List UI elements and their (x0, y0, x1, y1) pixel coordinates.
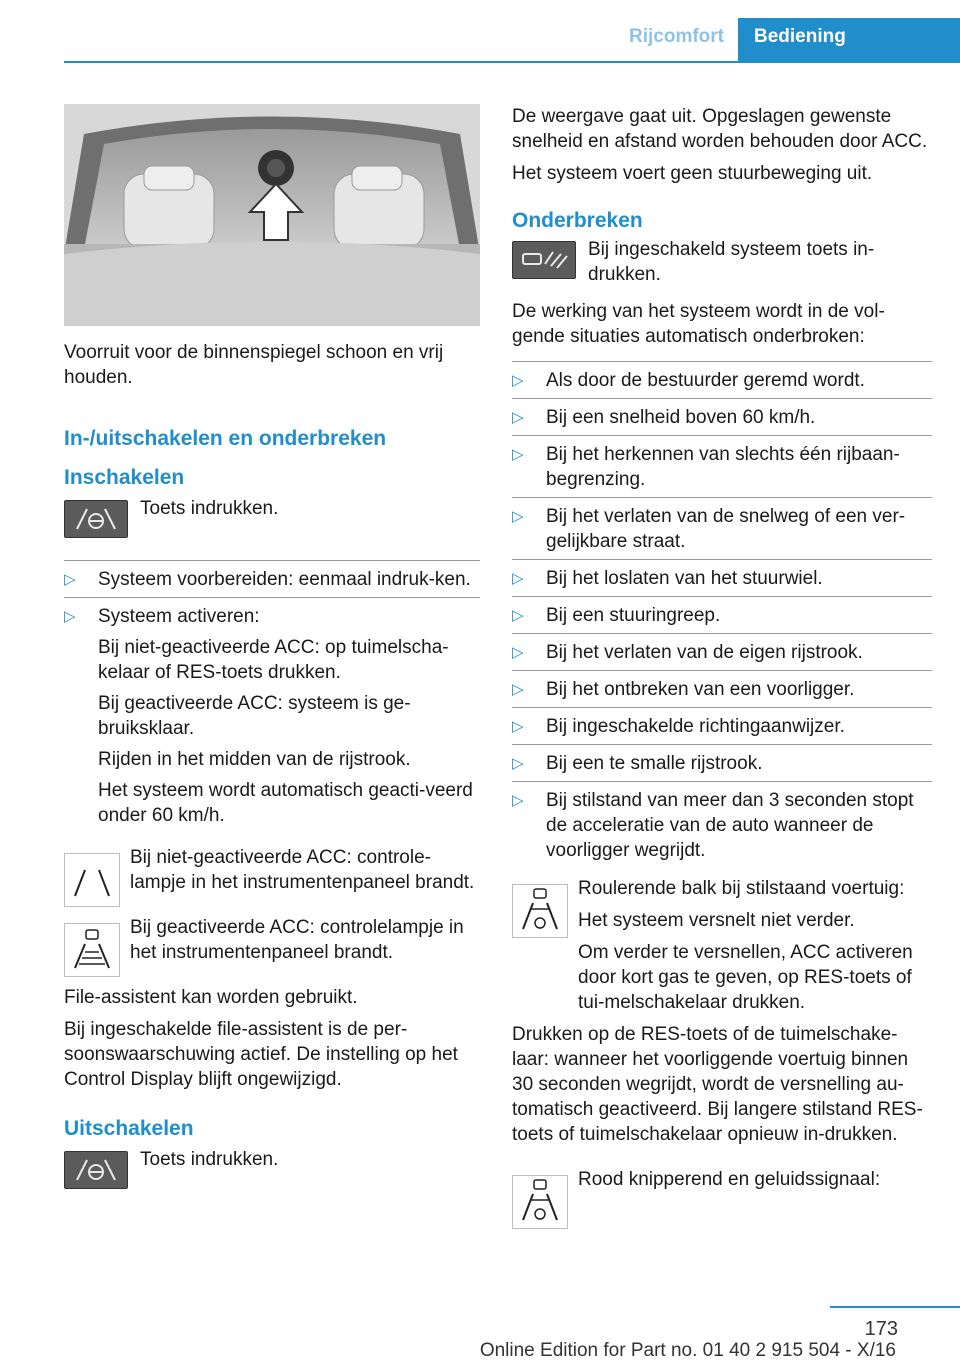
red-flash-row (512, 1167, 932, 1192)
list-item-text: Bij het verlaten van de eigen rijstrook. (546, 642, 863, 663)
triangle-bullet-icon: ▷ (512, 446, 524, 463)
page-number: 173 (864, 1318, 898, 1340)
steering-assist-button-icon (64, 500, 128, 538)
list-item (512, 633, 932, 670)
triangle-bullet-icon: ▷ (64, 571, 76, 588)
switch-on-instruction (64, 496, 480, 538)
right-column (512, 104, 932, 1192)
indicator-off-row (64, 845, 480, 895)
lane-lines-car-icon (64, 923, 120, 977)
paragraph: File-assistent kan worden gebruikt. (64, 987, 358, 1008)
lane-lines-off-icon (64, 853, 120, 907)
list-item-text: Systeem voorbereiden: eenmaal indruk-ken. (98, 569, 471, 590)
subheading-switch-off: Uitschakelen (64, 1117, 194, 1140)
triangle-bullet-icon: ▷ (512, 372, 524, 389)
list-item-text: Systeem activeren: (98, 606, 260, 627)
switch-off-instruction (64, 1147, 480, 1189)
rolling-bar-text: Het systeem versnelt niet verder. (578, 910, 855, 931)
rear-window-camera-photo (64, 104, 480, 326)
list-item (512, 361, 932, 398)
list-item (512, 670, 932, 707)
triangle-bullet-icon: ▷ (512, 607, 524, 624)
list-item-text: Bij het herkennen van slechts één rijbaan-begrenzing. (546, 444, 900, 490)
header-section-tab[interactable]: Rijcomfort (629, 26, 724, 47)
paragraph: De weergave gaat uit. Opgeslagen gewenste snelheid en afstand worden behouden door ACC. (512, 106, 928, 152)
rolling-bar-text: Roulerende balk bij stilstaand voertuig: (578, 878, 905, 899)
list-item (512, 781, 932, 868)
triangle-bullet-icon: ▷ (512, 681, 524, 698)
list-item (64, 597, 480, 833)
triangle-bullet-icon: ▷ (512, 644, 524, 661)
paragraph: De werking van het systeem wordt in de vol-gende situaties automatisch onderbroken: (512, 301, 885, 347)
triangle-bullet-icon: ▷ (512, 755, 524, 772)
list-item (512, 707, 932, 744)
list-item (512, 744, 932, 781)
paragraph: Het systeem voert geen stuurbeweging uit. (512, 163, 873, 184)
switch-off-text: Toets indrukken. (140, 1149, 279, 1170)
list-item-text: Bij ingeschakelde richtingaanwijzer. (546, 716, 845, 737)
paragraph: Drukken op de RES-toets of de tuimelschake-laar: wanneer het voorliggende voertuig binnen 30 seconden wegrijdt, wordt de versnelling au-tomatisch geactiveerd. Bij langere stilstand RES-toets of tuimelschakelaar opnieuw in-drukken. (512, 1024, 923, 1145)
page-header (0, 0, 960, 62)
list-subtext: Bij niet-geactiveerde ACC: op tuimelscha-kelaar of RES-toets drukken. (98, 637, 449, 683)
list-subtext: Rijden in het midden van de rijstrook. (98, 749, 411, 770)
list-item (512, 559, 932, 596)
switch-on-text: Toets indrukken. (140, 498, 279, 519)
rolling-bar-row (512, 876, 932, 1015)
list-item-text: Bij het ontbreken van een voorligger. (546, 679, 855, 700)
indicator-off-text: Bij niet-geactiveerde ACC: controle-lampje in het instrumentenpaneel brandt. (130, 847, 475, 893)
triangle-bullet-icon: ▷ (512, 792, 524, 809)
list-item-text: Bij een stuuringreep. (546, 605, 721, 626)
list-item (512, 435, 932, 497)
list-item-text: Als door de bestuurder geremd wordt. (546, 370, 865, 391)
left-column (64, 104, 480, 1189)
indicator-on-row (64, 915, 480, 965)
paragraph: Bij ingeschakelde file-assistent is de per-soonswaarschuwing actief. De instelling op het Control Display blijft ongewijzigd. (64, 1019, 458, 1090)
switch-on-steps (64, 560, 480, 833)
subheading-pause: Onderbreken (512, 209, 643, 232)
subheading-switch-on: Inschakelen (64, 466, 185, 489)
rolling-bar-text: Om verder te versnellen, ACC activeren door kort gas te geven, op RES-toets of tui-melschakelaar drukken. (578, 942, 913, 1013)
list-item (512, 596, 932, 633)
list-item (512, 398, 932, 435)
triangle-bullet-icon: ▷ (512, 718, 524, 735)
triangle-bullet-icon: ▷ (64, 608, 76, 625)
triangle-bullet-icon: ▷ (512, 570, 524, 587)
triangle-bullet-icon: ▷ (512, 508, 524, 525)
list-item (512, 497, 932, 559)
pause-text: Bij ingeschakeld systeem toets in-drukken. (588, 239, 875, 285)
header-active-tab[interactable]: Bediening (738, 18, 960, 61)
lane-lines-car-wheel-icon (512, 884, 568, 938)
triangle-bullet-icon: ▷ (512, 409, 524, 426)
list-item (64, 560, 480, 597)
list-item-text: Bij het verlaten van de snelweg of een ver-gelijkbare straat. (546, 506, 906, 552)
red-flash-text: Rood knipperend en geluidssignaal: (578, 1169, 881, 1190)
list-item-text: Bij een snelheid boven 60 km/h. (546, 407, 816, 428)
lane-lines-car-wheel-icon (512, 1175, 568, 1229)
photo-caption: Voorruit voor de binnenspiegel schoon en vrij houden. (64, 342, 444, 388)
pause-instruction (512, 237, 932, 287)
steering-assist-button-icon (64, 1151, 128, 1189)
list-item-text: Bij stilstand van meer dan 3 seconden stopt de acceleratie van de auto wanneer de voorligger wegrijdt. (546, 790, 914, 861)
list-subtext: Bij geactiveerde ACC: systeem is ge-bruiksklaar. (98, 693, 411, 739)
indicator-on-text: Bij geactiveerde ACC: controlelampje in het instrumentenpaneel brandt. (130, 917, 464, 963)
list-item-text: Bij het loslaten van het stuurwiel. (546, 568, 823, 589)
list-item-text: Bij een te smalle rijstrook. (546, 753, 763, 774)
footer-edition: Online Edition for Part no. 01 40 2 915 504 - X/16 (479, 1340, 896, 1361)
header-rule (64, 61, 960, 63)
section-heading: In-/uitschakelen en onderbreken (64, 427, 387, 450)
list-subtext: Het systeem wordt automatisch geacti-veerd onder 60 km/h. (98, 780, 473, 826)
footer-rule (830, 1306, 960, 1308)
lane-assist-button-icon (512, 241, 576, 279)
pause-conditions-list (512, 361, 932, 868)
